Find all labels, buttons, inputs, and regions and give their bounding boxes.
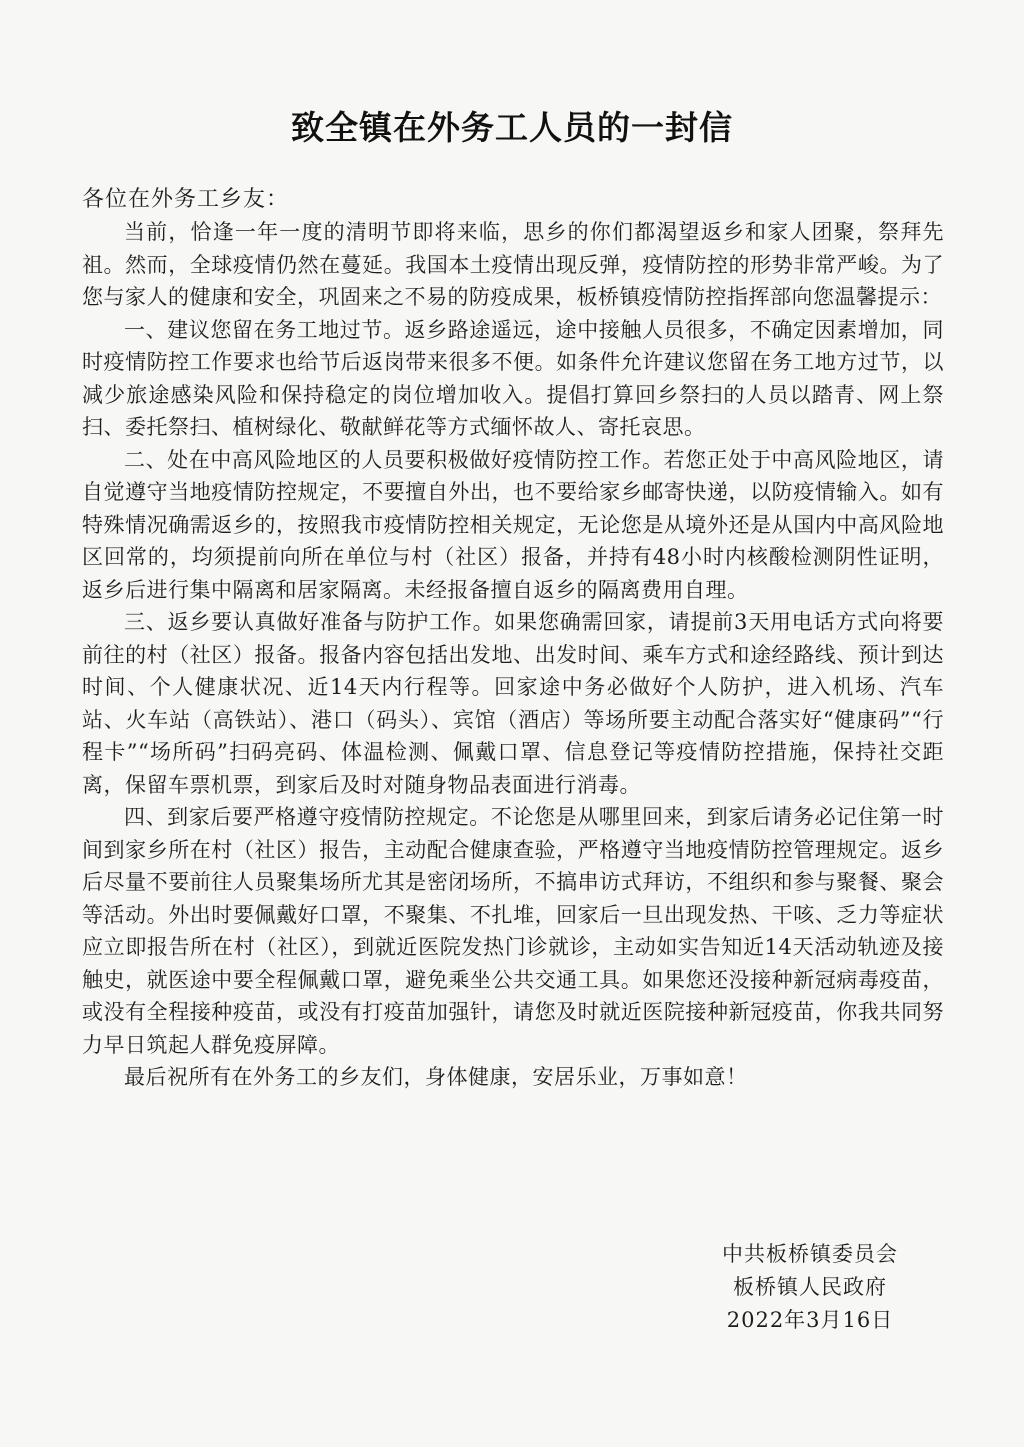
signature-org-government: 板桥镇人民政府 — [733, 1275, 887, 1299]
signature-org-party-committee: 中共板桥镇委员会 — [722, 1242, 898, 1266]
closing-paragraph: 最后祝所有在外务工的乡友们，身体健康，安居乐业，万事如意！ — [124, 1065, 748, 1089]
signature-date: 2022年3月16日 — [726, 1308, 894, 1332]
letter-title: 致全镇在外务工人员的一封信 — [291, 108, 733, 147]
point-four-paragraph: 四、到家后要严格遵守疫情防控规定。不论您是从哪里回来，到家后请务必记住第一时间到家乡所在村（社区）报告，主动配合健康查验，严格遵守当地疫情防控管理规定。返乡后尽量不要前往人员聚集场所尤其是密闭场所，不搞串访式拜访，不组织和参与聚餐、聚会等活动。外出时要佩戴好口罩，不聚集、不扎堆，回家后一旦出现发热、干咳、乏力等症状应立即报告所在村（社区），到就近医院发热门诊就诊，主动如实告知近14天活动轨迹及接触史，就医途中要全程佩戴口罩，避免乘坐公共交通工具。如果您还没接种新冠病毒疫苗，或没有全程接种疫苗，或没有打疫苗加强针，请您及时就近医院接种新冠疫苗，你我共同努力早日筑起人群免疫屏障。 — [82, 805, 944, 1057]
point-one-paragraph: 一、建议您留在务工地过节。返乡路途遥远，途中接触人员很多，不确定因素增加，同时疫情防控工作要求也给节后返岗带来很多不便。如条件允许建议您留在务工地方过节，以减少旅途感染风险和保持稳定的岗位增加收入。提倡打算回乡祭扫的人员以踏青、网上祭扫、委托祭扫、植树绿化、敬献鲜花等方式缅怀故人、寄托哀思。 — [82, 317, 944, 439]
point-two-paragraph: 二、处在中高风险地区的人员要积极做好疫情防控工作。若您正处于中高风险地区，请自觉遵守当地疫情防控规定，不要擅自外出，也不要给家乡邮寄快递，以防疫情输入。如有特殊情况确需返乡的，按照我市疫情防控相关规定，无论您是从境外还是从国内中高风险地区回常的，均须提前向所在单位与村（社区）报备，并持有48小时内核酸检测阴性证明，返乡后进行集中隔离和居家隔离。未经报备擅自返乡的隔离费用自理。 — [82, 447, 944, 602]
intro-paragraph: 当前，恰逢一年一度的清明节即将来临，思乡的你们都渴望返乡和家人团聚，祭拜先祖。然而，全球疫情仍然在蔓延。我国本土疫情出现反弹，疫情防控的形势非常严峻。为了您与家人的健康和安全，巩固来之不易的防疫成果，板桥镇疫情防控指挥部向您温馨提示： — [82, 220, 944, 309]
signature-block — [700, 1238, 920, 1337]
letter-salutation: 各位在外务工乡友： — [82, 187, 290, 212]
letter-body — [82, 216, 944, 1094]
point-three-paragraph: 三、返乡要认真做好准备与防护工作。如果您确需回家，请提前3天用电话方式向将要前往的村（社区）报备。报备内容包括出发地、出发时间、乘车方式和途经路线、预计到达时间、个人健康状况、近14天内行程等。回家途中务必做好个人防护，进入机场、汽车站、火车站（高铁站）、港口（码头）、宾馆（酒店）等场所要主动配合落实好“健康码”“行程卡”“场所码”扫码亮码、体温检测、佩戴口罩、信息登记等疫情防控措施，保持社交距离，保留车票机票，到家后及时对随身物品表面进行消毒。 — [82, 610, 944, 797]
